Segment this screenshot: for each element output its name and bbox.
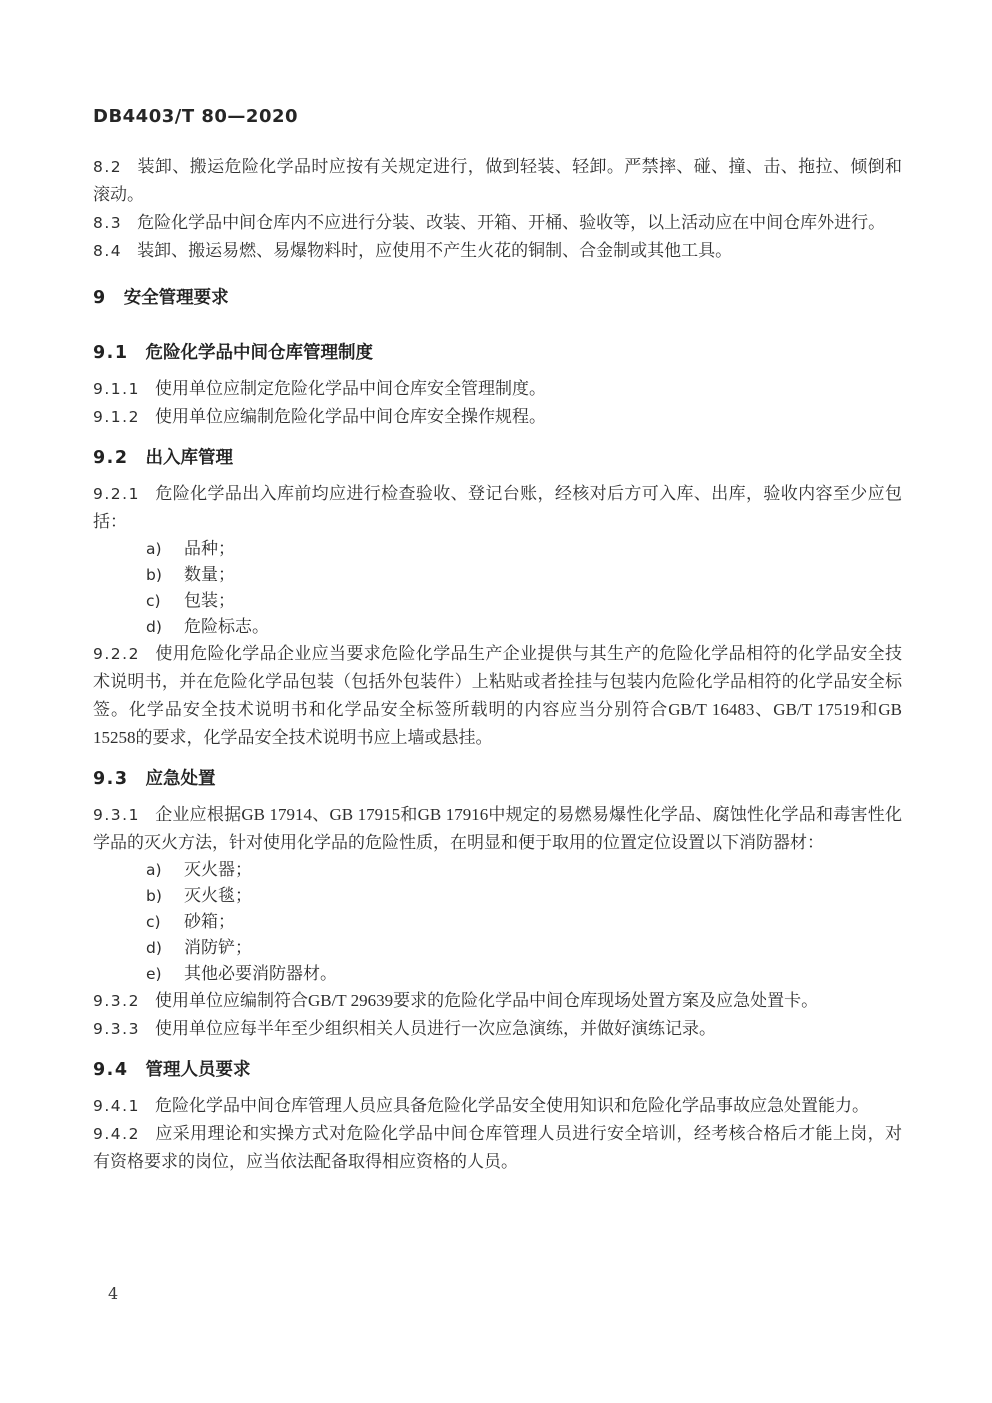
clause-number: 9.3.1 xyxy=(93,806,140,824)
heading-number: 9.3 xyxy=(93,769,129,789)
clause-9-4-2 xyxy=(93,1120,902,1176)
clause-text: 使用危险化学品企业应当要求危险化学品生产企业提供与其生产的危险化学品相符的化学品安全技术说明书，并在危险化学品包装（包括外包装件）上粘贴或者拴挂与包装内危险化学品相符的化学品安全标签。化学品安全技术说明书和化学品安全标签所载明的内容应当分别符合GB/T 16483、GB/T 17519和GB 15258的要求，化学品安全技术说明书应上墙或悬挂。 xyxy=(93,644,902,747)
list-marker: d) xyxy=(146,618,162,636)
heading-number: 9.4 xyxy=(93,1060,129,1080)
list-marker: a) xyxy=(146,861,162,879)
heading-title: 管理人员要求 xyxy=(145,1059,251,1079)
clause-number: 9.4.2 xyxy=(93,1125,140,1143)
clause-9-3-3 xyxy=(93,1015,902,1043)
list-marker: d) xyxy=(146,939,162,957)
list-marker: b) xyxy=(146,566,162,584)
section-9-1-heading xyxy=(93,338,902,367)
clause-number: 9.3.3 xyxy=(93,1020,140,1038)
list-text: 消防铲； xyxy=(184,938,252,957)
doc-code-header: DB4403/T 80—2020 xyxy=(93,106,299,127)
clause-9-1-1 xyxy=(93,375,902,403)
list-text: 包装； xyxy=(184,591,235,610)
clause-8-3 xyxy=(93,209,902,237)
list-text: 品种； xyxy=(184,539,235,558)
heading-title: 安全管理要求 xyxy=(123,287,229,307)
clause-number: 9.4.1 xyxy=(93,1097,140,1115)
list-item xyxy=(93,614,902,640)
clause-text: 使用单位应编制危险化学品中间仓库安全操作规程。 xyxy=(154,407,546,426)
clause-text: 装卸、搬运易燃、易爆物料时，应使用不产生火花的铜制、合金制或其他工具。 xyxy=(137,241,733,260)
clause-text: 使用单位应每半年至少组织相关人员进行一次应急演练，并做好演练记录。 xyxy=(154,1019,716,1038)
page-number: 4 xyxy=(108,1284,119,1303)
clause-text: 企业应根据GB 17914、GB 17915和GB 17916中规定的易燃易爆性化学品、腐蚀性化学品和毒害性化学品的灭火方法，针对使用化学品的危险性质，在明显和便于取用的位置定位设置以下消防器材： xyxy=(93,805,902,852)
clause-number: 9.2.2 xyxy=(93,645,140,663)
list-item xyxy=(93,961,902,987)
clause-9-2-2 xyxy=(93,640,902,752)
clause-text: 使用单位应编制符合GB/T 29639要求的危险化学品中间仓库现场处置方案及应急处置卡。 xyxy=(154,991,819,1010)
clause-number: 8.4 xyxy=(93,242,123,260)
clause-8-2 xyxy=(93,153,902,209)
clause-number: 9.2.1 xyxy=(93,485,140,503)
clause-text: 危险化学品出入库前均应进行检查验收、登记台账，经核对后方可入库、出库，验收内容至少应包括： xyxy=(93,484,902,531)
list-text: 其他必要消防器材。 xyxy=(184,964,337,983)
clause-9-3-1 xyxy=(93,801,902,857)
section-9-heading xyxy=(93,283,902,312)
list-marker: c) xyxy=(146,592,161,610)
list-item xyxy=(93,935,902,961)
list-item xyxy=(93,536,902,562)
section-9-3-heading xyxy=(93,764,902,793)
clause-number: 9.1.1 xyxy=(93,380,140,398)
clause-9-2-1 xyxy=(93,480,902,536)
clause-9-3-2 xyxy=(93,987,902,1015)
clause-9-4-1 xyxy=(93,1092,902,1120)
list-text: 灭火毯； xyxy=(184,886,252,905)
list-marker: e) xyxy=(146,965,162,983)
clause-text: 危险化学品中间仓库内不应进行分装、改装、开箱、开桶、验收等，以上活动应在中间仓库外进行。 xyxy=(137,213,886,232)
heading-number: 9.1 xyxy=(93,343,129,363)
clause-8-4 xyxy=(93,237,902,265)
clause-number: 8.2 xyxy=(93,158,123,176)
heading-title: 出入库管理 xyxy=(145,447,234,467)
list-text: 危险标志。 xyxy=(184,617,269,636)
list-marker: b) xyxy=(146,887,162,905)
section-9-4-heading xyxy=(93,1055,902,1084)
list-marker: a) xyxy=(146,540,162,558)
heading-title: 危险化学品中间仓库管理制度 xyxy=(145,342,374,362)
clause-number: 9.1.2 xyxy=(93,408,140,426)
clause-text: 装卸、搬运危险化学品时应按有关规定进行，做到轻装、轻卸。严禁摔、碰、撞、击、拖拉、倾倒和滚动。 xyxy=(93,157,902,204)
list-item xyxy=(93,857,902,883)
list-item xyxy=(93,588,902,614)
clause-text: 危险化学品中间仓库管理人员应具备危险化学品安全使用知识和危险化学品事故应急处置能力。 xyxy=(154,1096,869,1115)
clause-text: 使用单位应制定危险化学品中间仓库安全管理制度。 xyxy=(154,379,546,398)
clause-number: 8.3 xyxy=(93,214,123,232)
heading-number: 9 xyxy=(93,288,107,308)
clause-number: 9.3.2 xyxy=(93,992,140,1010)
heading-number: 9.2 xyxy=(93,448,129,468)
list-item xyxy=(93,562,902,588)
clause-9-1-2 xyxy=(93,403,902,431)
heading-title: 应急处置 xyxy=(145,768,216,788)
list-item xyxy=(93,883,902,909)
section-9-2-heading xyxy=(93,443,902,472)
list-text: 砂箱； xyxy=(184,912,235,931)
list-text: 灭火器； xyxy=(184,860,252,879)
list-text: 数量； xyxy=(184,565,235,584)
list-marker: c) xyxy=(146,913,161,931)
clause-text: 应采用理论和实操方式对危险化学品中间仓库管理人员进行安全培训，经考核合格后才能上岗，对有资格要求的岗位，应当依法配备取得相应资格的人员。 xyxy=(93,1124,902,1171)
list-item xyxy=(93,909,902,935)
